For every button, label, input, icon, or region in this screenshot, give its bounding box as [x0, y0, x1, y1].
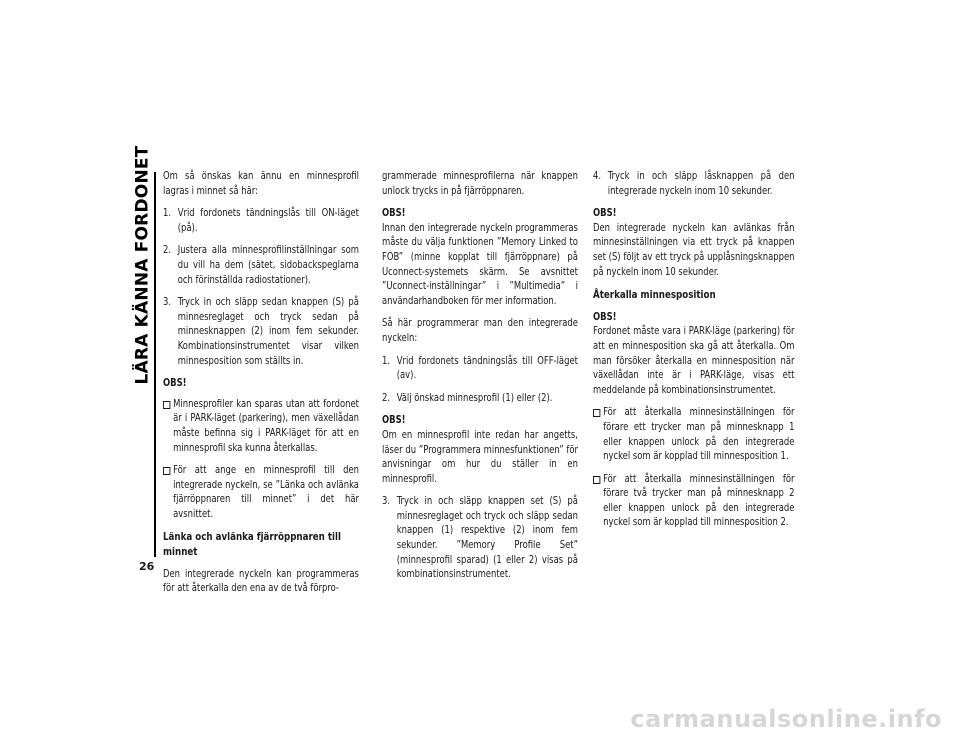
- list-item: [163, 207, 359, 236]
- column-1: [163, 170, 359, 605]
- list-item: [593, 170, 794, 199]
- bullet-text: För att ange en minnesprofil till den integrerade nyckeln, se ”Länka och avlänka fjärröppnaren till minnet” i det här avsnittet.: [173, 465, 359, 520]
- list-item: [163, 398, 359, 456]
- note-label: OBS!: [382, 208, 406, 220]
- bullet-text: För att återkalla minnesinställningen för förare ett trycker man på minnesknapp 1 eller knappen unlock på den integrerade nyckel som är kopplad till minnesposition 1.: [603, 407, 795, 463]
- note-label: OBS!: [593, 208, 617, 220]
- step-text: Tryck in och släpp låsknappen på den integrerade nyckeln inom 10 sekunder.: [607, 171, 795, 197]
- square-bullet-icon: [163, 464, 173, 522]
- list-item: [593, 406, 794, 464]
- step-number: 4.: [593, 171, 602, 182]
- note-text: Innan den integrerade nyckeln programmeras måste du välja funktionen ”Memory Linked to FOB” (minne kopplat till fjärröppnare) på Uconnect-systemets skärm. Se avsnittet ”Uconnect-inställningar” i ”Multimedia” i användarhandboken för mer information.: [382, 222, 578, 307]
- side-divider: [154, 172, 156, 557]
- list-item: [382, 392, 578, 407]
- body-paragraph: Den integrerade nyckeln kan programmeras för att återkalla den ena av de två förpro-: [163, 568, 359, 595]
- section-side-title-text: LÄRA KÄNNA FORDONET: [132, 145, 153, 385]
- note-label: OBS!: [593, 311, 617, 323]
- note-label: OBS!: [163, 378, 187, 390]
- step-number: 1.: [163, 208, 172, 220]
- column-2: [382, 170, 578, 591]
- note-text: Om en minnesprofil inte redan har angetts, läser du ”Programmera minnesfunktionen” för anvisningar om hur du ställer in en minnesprofil.: [382, 429, 578, 485]
- square-bullet-icon: [593, 406, 603, 464]
- list-item: [382, 495, 578, 583]
- list-item: [593, 473, 794, 531]
- page-number: 26: [139, 560, 155, 573]
- list-item: [163, 244, 359, 288]
- note-text: Fordonet måste vara i PARK-läge (parkering) för att en minnesposition ska gå att återkalla. Om man försöker återkalla en minnesposition när växellådan inte är i PARK-läge, visas ett meddelande på kombinationsinstrumentet.: [593, 326, 795, 396]
- step-number: 3.: [382, 496, 391, 508]
- body-paragraph: grammerade minnesprofilerna när knappen unlock trycks in på fjärröppnaren.: [382, 171, 578, 197]
- step-text: Vrid fordonets tändningslås till OFF-läget (av).: [396, 355, 578, 382]
- note-label: OBS!: [382, 415, 406, 427]
- section-side-title: [131, 145, 153, 385]
- list-item: [163, 296, 359, 369]
- step-number: 3.: [163, 297, 172, 309]
- watermark: carmanualsonline.info: [630, 705, 942, 733]
- bullet-text: För att återkalla minnesinställningen för förare två trycker man på minnesknapp 2 eller knappen unlock på den integrerade nyckel som är kopplad till minnesposition 2.: [603, 473, 795, 529]
- section-heading: Återkalla minnesposition: [593, 289, 716, 302]
- step-text: Vrid fordonets tändningslås till ON-läget (på).: [177, 208, 359, 234]
- note-text: Den integrerade nyckeln kan avlänkas från minnesinställningen via ett tryck på knappen set (S) följt av ett tryck på upplåsningsknappen på nyckeln inom 10 sekunder.: [593, 222, 795, 278]
- step-text: Välj önskad minnesprofil (1) eller (2).: [396, 392, 553, 404]
- column-3: [593, 170, 794, 539]
- square-bullet-icon: [593, 473, 603, 531]
- bullet-text: Minnesprofiler kan sparas utan att fordonet är i PARK-läget (parkering), men växellådan måste befinna sig i PARK-läget för att en minnesprofil ska kunna återkallas.: [173, 398, 359, 454]
- intro-paragraph: Om så önskas kan ännu en minnesprofil lagras i minnet så här:: [163, 171, 359, 197]
- step-number: 2.: [163, 245, 172, 257]
- step-text: Tryck in och släpp sedan knappen (S) på minnesreglaget och tryck sedan på minnesknappen (2) inom fem sekunder. Kombinationsinstrumentet visar vilken minnesposition som ställts in.: [177, 297, 359, 367]
- section-heading: Länka och avlänka fjärröppnaren till minnet: [163, 531, 341, 559]
- list-item: [382, 355, 578, 384]
- step-number: 2.: [382, 392, 391, 404]
- step-text: Justera alla minnesprofilinställningar som du vill ha dem (sätet, sidobackspeglarna och förinställda radiostationer).: [177, 245, 359, 286]
- body-paragraph: Så här programmerar man den integrerade nyckeln:: [382, 318, 578, 344]
- list-item: [163, 464, 359, 522]
- step-number: 1.: [382, 355, 391, 367]
- step-text: Tryck in och släpp knappen set (S) på minnesreglaget och tryck och släpp sedan knappen (1) respektive (2) inom fem sekunder. ”Memory Profile Set” (minnesprofil sparad) (1 eller 2) visas på kombinationsinstrumentet.: [396, 496, 578, 581]
- square-bullet-icon: [163, 398, 173, 456]
